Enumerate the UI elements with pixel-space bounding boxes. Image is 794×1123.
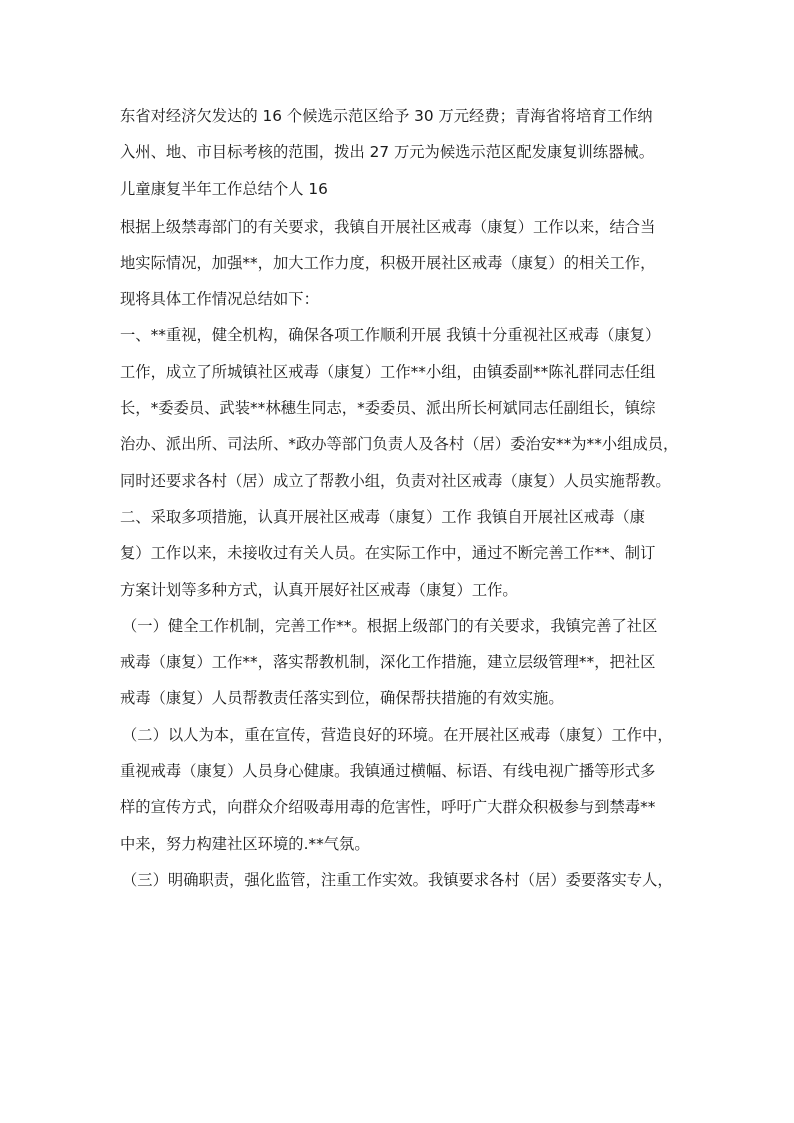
text-line: 方案计划等多种方式，认真开展好社区戒毒（康复）工作。: [120, 580, 518, 599]
text-line: 同时还要求各村（居）成立了帮教小组，负责对社区戒毒（康复）人员实施帮教。: [120, 471, 671, 490]
text-line: 长，*委委员、武装**林穗生同志，*委委员、派出所长柯斌同志任副组长，镇综: [120, 399, 656, 418]
text-line: 工作，成立了所城镇社区戒毒（康复）工作**小组，由镇委副**陈礼群同志任组: [120, 362, 656, 381]
text-line: 戒毒（康复）工作**，落实帮教机制，深化工作措施，建立层级管理**，把社区: [120, 653, 656, 672]
text-line: 复）工作以来，未接收过有关人员。在实际工作中，通过不断完善工作**、制订: [120, 544, 656, 563]
text-line: 重视戒毒（康复）人员身心健康。我镇通过横幅、标语、有线电视广播等形式多: [120, 762, 656, 781]
text-line: 东省对经济欠发达的 16 个候选示范区给予 30 万元经费；青海省将培育工作纳: [120, 107, 653, 125]
text-line: 中来，努力构建社区环境的.**气氛。: [120, 834, 370, 853]
text-line: 现将具体工作情况总结如下：: [120, 290, 319, 309]
text-line: 治办、派出所、司法所、*政办等部门负责人及各村（居）委治安**为**小组成员，: [120, 435, 679, 454]
text-line: 二、采取多项措施，认真开展社区戒毒（康复）工作 我镇自开展社区戒毒（康: [120, 507, 645, 526]
text-line: 一、**重视，健全机构，确保各项工作顺利开展 我镇十分重视社区戒毒（康复）: [120, 326, 661, 345]
text-line: （三）明确职责，强化监管，注重工作实效。我镇要求各村（居）委要落实专人，: [122, 870, 673, 889]
text-line: （一）健全工作机制，完善工作**。根据上级部门的有关要求，我镇完善了社区: [122, 616, 658, 635]
text-line: 地实际情况，加强**，加大工作力度，积极开展社区戒毒（康复）的相关工作，: [120, 253, 656, 272]
text-line: （二）以人为本，重在宣传，营造良好的环境。在开展社区戒毒（康复）工作中，: [122, 725, 673, 744]
text-line: 戒毒（康复）人员帮教责任落实到位，确保帮扶措施的有效实施。: [120, 689, 564, 708]
text-line: 样的宣传方式，向群众介绍吸毒用毒的危害性，呼吁广大群众积极参与到禁毒**: [120, 798, 656, 817]
section-heading: 儿童康复半年工作总结个人 16: [120, 179, 328, 198]
text-line: 入州、地、市目标考核的范围，拨出 27 万元为候选示范区配发康复训练器械。: [120, 143, 654, 162]
document-body: [120, 102, 680, 902]
text-line: 根据上级禁毒部门的有关要求，我镇自开展社区戒毒（康复）工作以来，结合当: [120, 217, 656, 236]
